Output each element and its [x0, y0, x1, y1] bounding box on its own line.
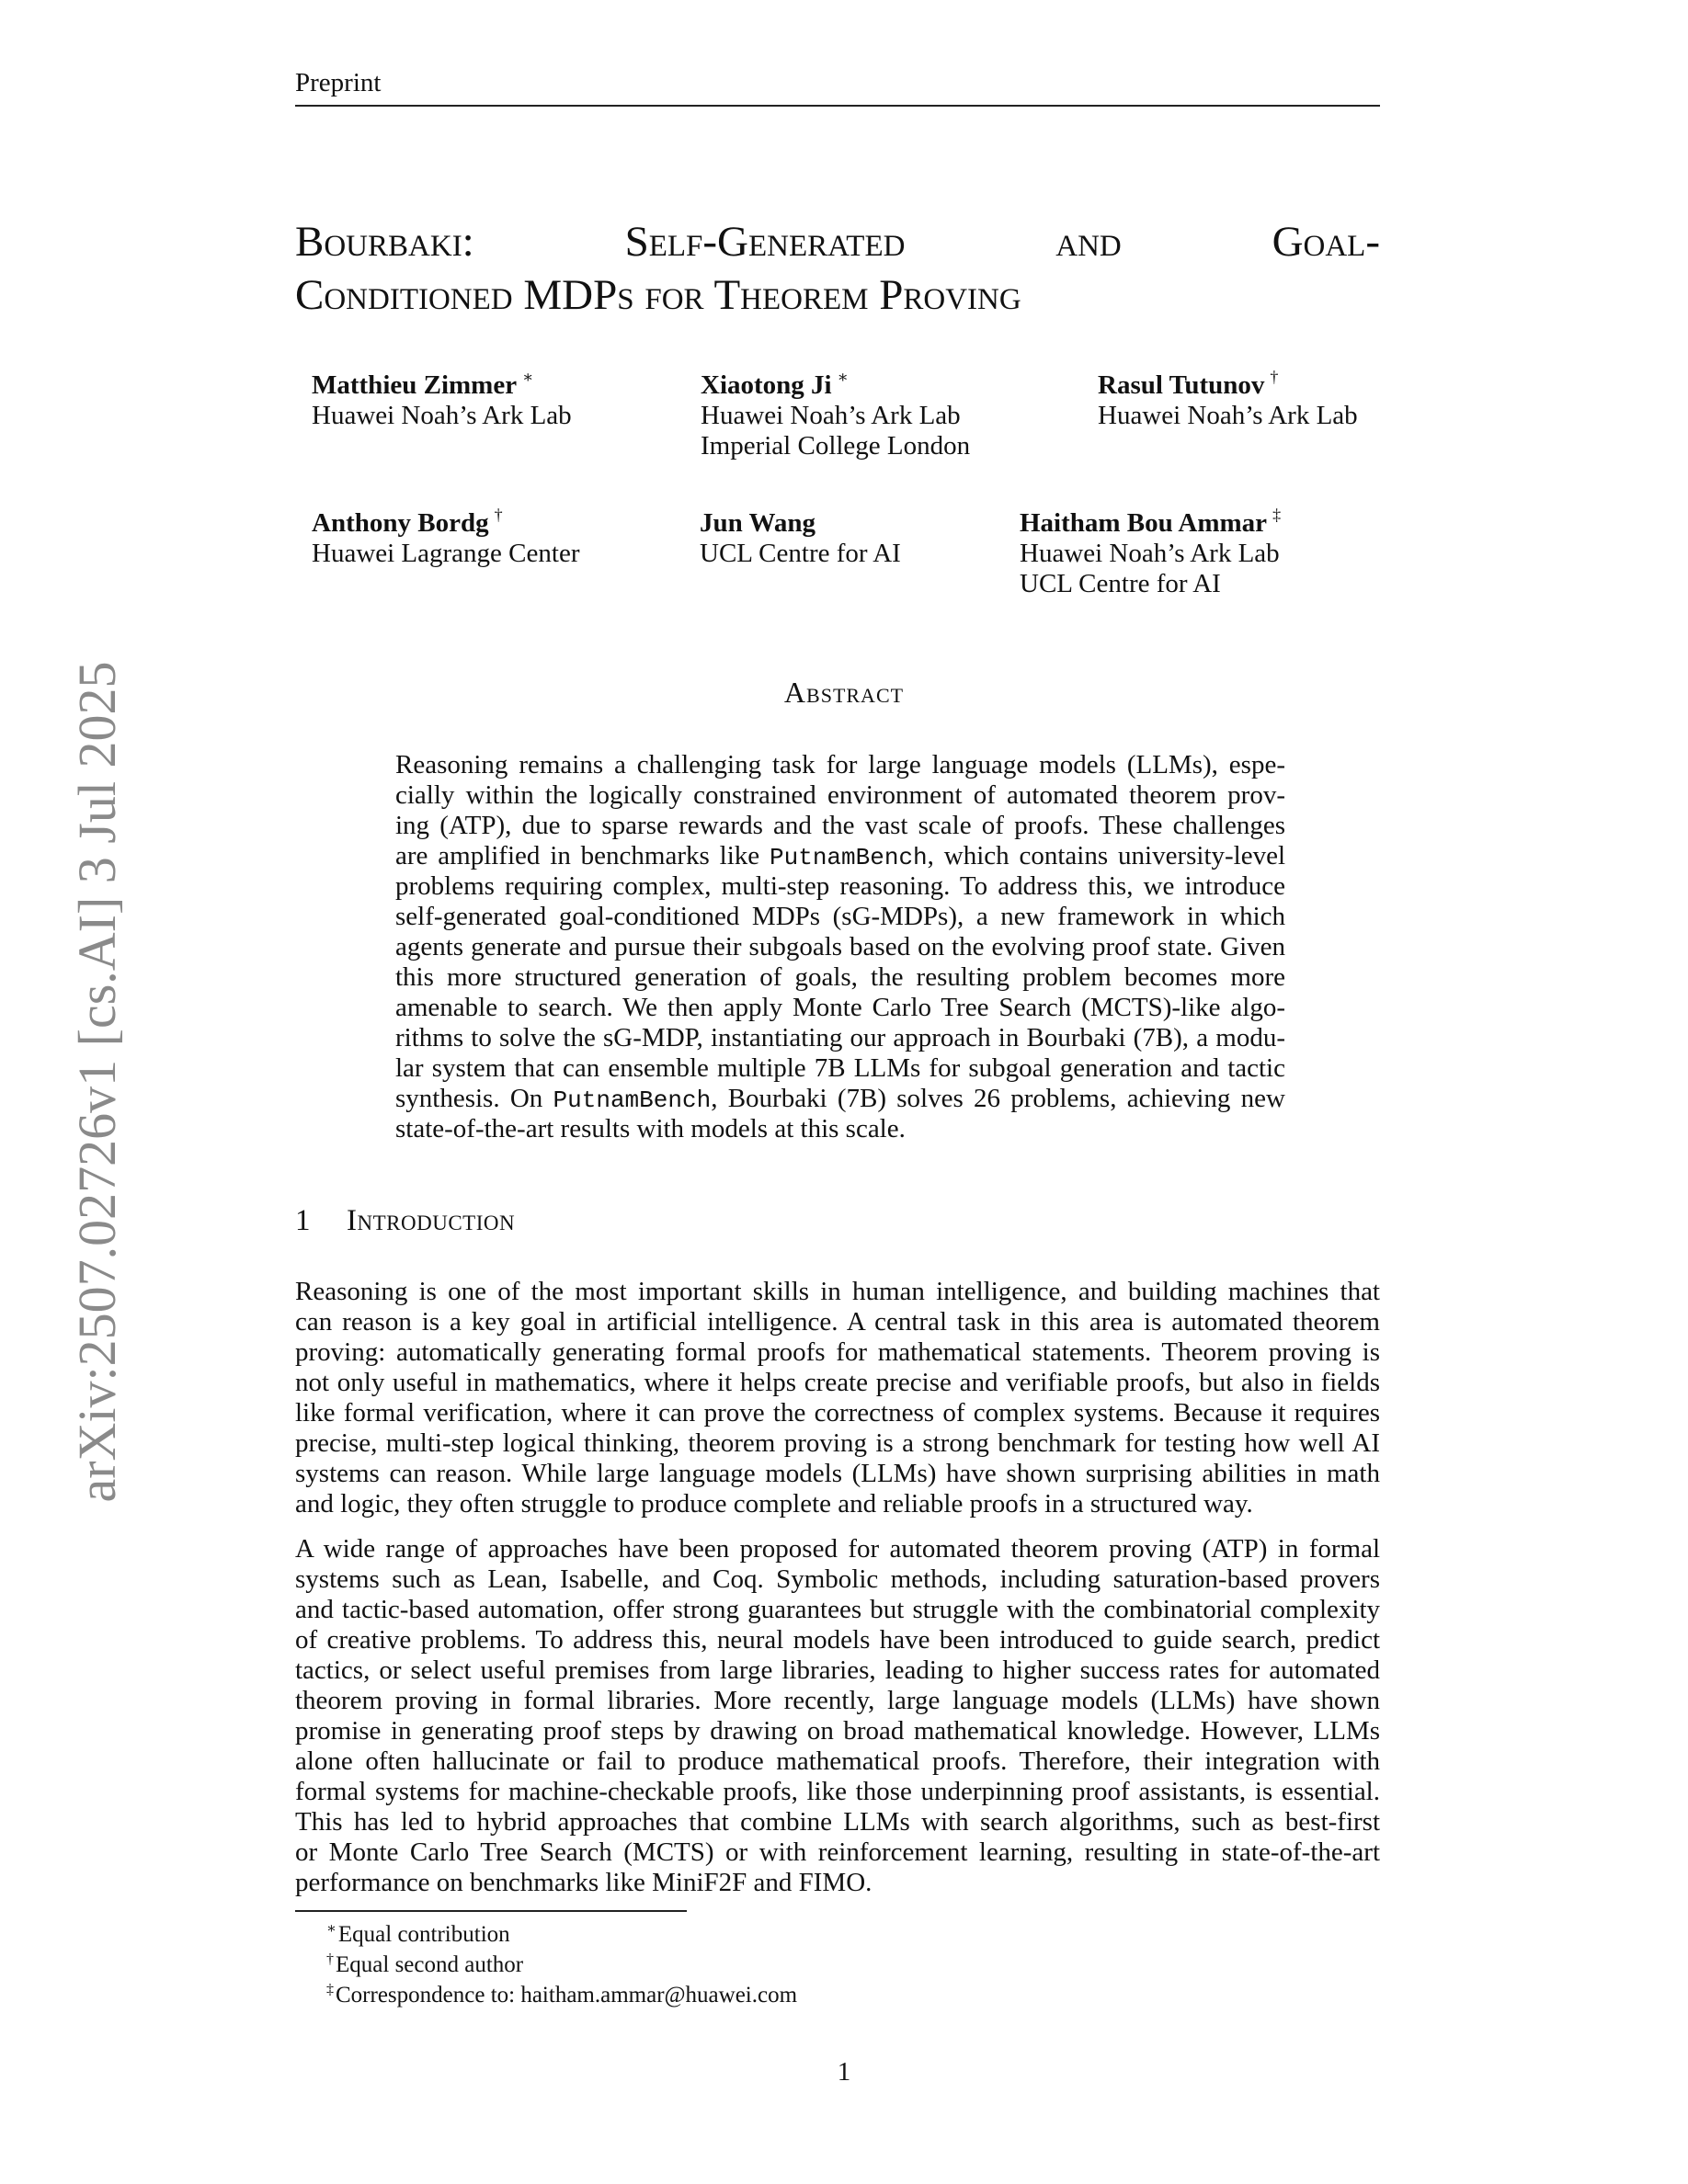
abstract-line: amenable to search. We then apply Monte Carlo Tree Search (MCTS)-like algo-	[395, 993, 1285, 1022]
abstract-line: agents generate and pursue their subgoals based on the evolving proof state. Given	[395, 932, 1285, 961]
body-line: alone often hallucinate or fail to produce mathematical proofs. Therefore, their integration with	[295, 1746, 1380, 1776]
abstract-line: state-of-the-art results with models at this scale.	[395, 1114, 906, 1143]
author-mark: ∗	[837, 368, 849, 386]
abstract-line: self-generated goal-conditioned MDPs (sG-MDPs), a new framework in which	[395, 902, 1285, 931]
body-line: Reasoning is one of the most important skills in human intelligence, and building machines that	[295, 1277, 1380, 1306]
author-affiliation: UCL Centre for AI	[700, 539, 901, 568]
body-line: or Monte Carlo Tree Search (MCTS) or with reinforcement learning, resulting in state-of-the-art	[295, 1837, 1380, 1867]
author-block	[312, 508, 579, 569]
body-line: of creative problems. To address this, neural models have been introduced to guide search, predict	[295, 1625, 1380, 1655]
author-affiliation: Huawei Noah’s Ark Lab	[1098, 401, 1358, 430]
page-number: 1	[837, 2057, 851, 2087]
abstract-line	[395, 1084, 1285, 1116]
body-line: proving: automatically generating formal proofs for mathematical statements. Theorem proving is	[295, 1337, 1380, 1367]
footnote-mark: ‡	[326, 1982, 334, 1997]
author-block	[1020, 508, 1281, 599]
author-mark: ∗	[522, 368, 534, 386]
abstract-line	[395, 841, 1285, 873]
author-affiliation: Huawei Noah’s Ark Lab	[701, 401, 961, 430]
footnote-mark: †	[326, 1951, 334, 1967]
body-line: theorem proving in formal libraries. More recently, large language models (LLMs) have shown	[295, 1686, 1380, 1715]
footnote-text: Correspondence to: haitham.ammar@huawei.com	[336, 1983, 798, 2008]
running-header: Preprint	[295, 68, 382, 97]
abstract-line: cially within the logically constrained environment of automated theorem prov-	[395, 780, 1285, 810]
author-block	[312, 370, 572, 431]
section-heading	[295, 1206, 515, 1236]
title-word: Goal-	[1272, 218, 1380, 266]
footnote	[326, 1984, 797, 2007]
section-number: 1	[295, 1204, 311, 1237]
author-block	[701, 370, 970, 461]
body-line: not only useful in mathematics, where it helps create precise and verifiable proofs, but also in fields	[295, 1368, 1380, 1397]
footnote-text: Equal second author	[336, 1952, 524, 1977]
benchmark-name: PutnamBench	[770, 844, 928, 871]
abstract-line: problems requiring complex, multi-step reasoning. To address this, we introduce	[395, 871, 1285, 901]
header-rule	[295, 105, 1380, 107]
author-block	[1098, 370, 1358, 431]
abstract-line: rithms to solve the sG-MDP, instantiating our approach in Bourbaki (7B), a modu-	[395, 1023, 1285, 1052]
body-line: systems such as Lean, Isabelle, and Coq. Symbolic methods, including saturation-based provers	[295, 1564, 1380, 1594]
abstract-heading: Abstract	[783, 676, 905, 709]
body-line: like formal verification, where it can prove the correctness of complex systems. Because it requires	[295, 1398, 1380, 1428]
body-line: systems can reason. While large language models (LLMs) have shown surprising abilities in math	[295, 1459, 1380, 1488]
footnote-mark: ∗	[326, 1921, 336, 1937]
title-word: Bourbaki:	[295, 218, 474, 266]
body-line: promise in generating proof steps by drawing on broad mathematical knowledge. However, LLMs	[295, 1716, 1380, 1746]
author-name: Matthieu Zimmer	[312, 370, 518, 400]
author-name: Xiaotong Ji	[701, 370, 832, 400]
author-name: Rasul Tutunov	[1098, 370, 1265, 400]
author-mark: ‡	[1272, 506, 1282, 524]
body-line: and logic, they often struggle to produce complete and reliable proofs in a structured way.	[295, 1489, 1253, 1519]
paper-title-line-1	[295, 218, 1380, 266]
abstract-line: this more structured generation of goals, the resulting problem becomes more	[395, 962, 1285, 992]
author-affiliation: Huawei Lagrange Center	[312, 539, 580, 568]
title-word: and	[1055, 218, 1122, 266]
author-affiliation: Imperial College London	[701, 431, 971, 461]
author-affiliation: Huawei Noah’s Ark Lab	[312, 401, 572, 430]
author-block	[700, 508, 901, 569]
benchmark-name: PutnamBench	[553, 1086, 712, 1114]
arxiv-identifier: arXiv:2507.02726v1 [cs.AI] 3 Jul 2025	[67, 661, 127, 1503]
abstract-text: , Bourbaki (7B) solves 26 problems, achieving new	[711, 1084, 1285, 1113]
abstract-line: lar system that can ensemble multiple 7B LLMs for subgoal generation and tactic	[395, 1053, 1285, 1083]
author-name: Haitham Bou Ammar	[1020, 508, 1268, 538]
abstract-text: are amplified in benchmarks like	[395, 841, 770, 870]
section-title: Introduction	[347, 1204, 516, 1237]
body-line: precise, multi-step logical thinking, theorem proving is a strong benchmark for testing how well AI	[295, 1428, 1380, 1458]
author-mark: †	[1270, 368, 1279, 386]
abstract-line: Reasoning remains a challenging task for large language models (LLMs), espe-	[395, 750, 1285, 779]
author-name: Anthony Bordg	[312, 508, 489, 538]
paper-title-line-2: Conditioned MDPs for Theorem Proving	[295, 271, 1021, 319]
footnote-text: Equal contribution	[337, 1922, 510, 1947]
body-line: performance on benchmarks like MiniF2F and FIMO.	[295, 1868, 873, 1897]
body-line: can reason is a key goal in artificial intelligence. A central task in this area is automated theorem	[295, 1307, 1380, 1337]
body-line: tactics, or select useful premises from large libraries, leading to higher success rates for automated	[295, 1655, 1380, 1685]
footnote	[326, 1923, 510, 1946]
body-line: A wide range of approaches have been proposed for automated theorem proving (ATP) in formal	[295, 1534, 1380, 1564]
author-affiliation: UCL Centre for AI	[1020, 569, 1221, 598]
body-line: and tactic-based automation, offer strong guarantees but struggle with the combinatorial complexity	[295, 1595, 1380, 1624]
body-line: formal systems for machine-checkable proofs, like those underpinning proof assistants, is essential.	[295, 1777, 1380, 1806]
abstract-text: , which contains university-level	[927, 841, 1286, 870]
abstract-line: ing (ATP), due to sparse rewards and the vast scale of proofs. These challenges	[395, 811, 1285, 840]
author-mark: †	[494, 506, 503, 524]
title-word: Self-Generated	[624, 218, 906, 266]
body-line: This has led to hybrid approaches that combine LLMs with search algorithms, such as best-first	[295, 1807, 1380, 1837]
abstract-text: synthesis. On	[395, 1084, 553, 1113]
author-name: Jun Wang	[700, 508, 816, 538]
author-affiliation: Huawei Noah’s Ark Lab	[1020, 539, 1280, 568]
footnote-rule	[295, 1910, 687, 1912]
footnote	[326, 1953, 523, 1976]
